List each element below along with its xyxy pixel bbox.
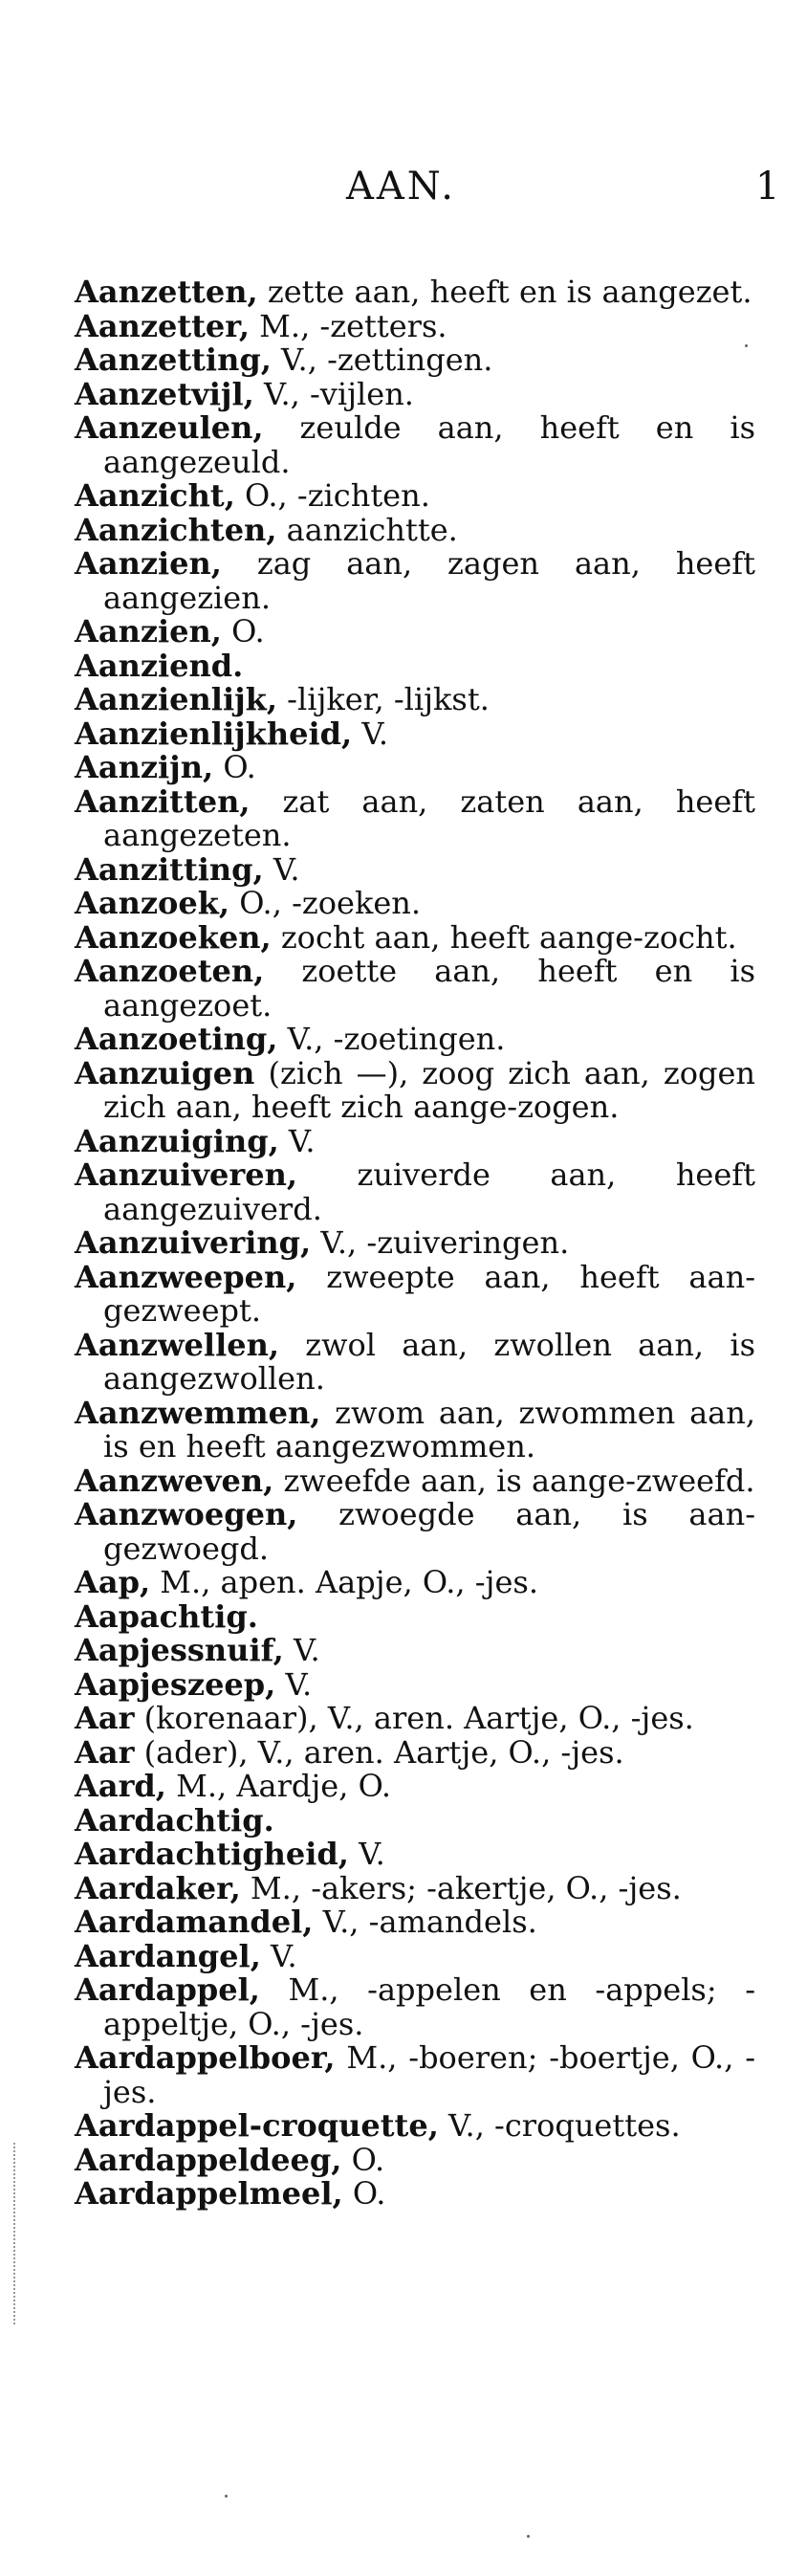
entry-headword: Aar <box>75 1700 135 1736</box>
entry-definition: O. <box>341 2141 385 2178</box>
dictionary-entry <box>75 1394 755 1464</box>
entry-definition: O. <box>213 749 256 785</box>
entry-headword: Aanzetting, <box>75 341 272 378</box>
entry-headword: Aanzicht, <box>75 477 235 514</box>
entry-definition: M., Aardje, O. <box>165 1768 392 1804</box>
entry-headword: Aanzwemmen, <box>75 1394 321 1431</box>
entry-headword: Aanzijn, <box>75 749 214 785</box>
dictionary-entry <box>75 1733 755 1771</box>
entry-definition: zat aan, zaten aan, heeft aangezeten. <box>103 782 755 853</box>
entry-headword: Aanzweepen, <box>75 1258 297 1295</box>
dictionary-entry <box>75 918 755 956</box>
dictionary-entry <box>75 1937 755 1974</box>
dictionary-entry <box>75 275 755 310</box>
entry-definition: zocht aan, heeft aange-zocht. <box>271 918 737 956</box>
entry-headword: Aanzwellen, <box>75 1326 279 1363</box>
entry-headword: Aanzien, <box>75 545 222 582</box>
entry-definition: M., -appelen en -appels; -appeltje, O., -jes. <box>103 1971 755 2042</box>
entry-definition: V., -amandels. <box>313 1904 537 1940</box>
entry-definition: M., -akers; -akertje, O., -jes. <box>240 1869 682 1906</box>
entry-definition: V., -croquettes. <box>438 2107 681 2144</box>
entry-headword: Aardappeldeeg, <box>75 2141 342 2178</box>
dictionary-entry <box>75 1702 755 1736</box>
entry-headword: Aardappelmeel, <box>75 2175 343 2212</box>
entry-headword: Aardachtig. <box>75 1801 274 1838</box>
entry-headword: Aardappel, <box>75 1971 260 2008</box>
entry-headword: Aanzichten, <box>75 511 277 548</box>
dictionary-entry <box>75 647 755 684</box>
dictionary-entry <box>75 1326 755 1397</box>
entry-headword: Aard, <box>75 1768 166 1804</box>
entry-definition: O., -zoeken. <box>229 885 422 921</box>
entry-definition: zwom aan, zwommen aan, is en heeft aangezwommen. <box>103 1394 755 1464</box>
dictionary-entry <box>75 1023 755 1057</box>
entry-definition: (zich —), zoog zich aan, zogen zich aan, heeft zich aange-zogen. <box>103 1054 755 1125</box>
entry-definition: aanzichtte. <box>276 511 458 548</box>
entry-definition: V., -zettingen. <box>271 341 493 378</box>
entry-definition: zweepte aan, heeft aan-gezweept. <box>103 1258 755 1329</box>
dictionary-entry <box>75 1464 755 1499</box>
entry-headword: Aapjeszeep, <box>75 1665 276 1703</box>
dictionary-entry <box>75 782 755 853</box>
page-header <box>0 165 785 222</box>
entry-headword: Aardamandel, <box>75 1904 314 1940</box>
entry-definition: V. <box>352 715 388 752</box>
dictionary-entry <box>75 1226 755 1261</box>
entry-definition: zweefde aan, is aange-zweefd. <box>273 1462 755 1499</box>
entry-definition: zoette aan, heeft en is aangezoet. <box>103 953 755 1024</box>
dictionary-entry <box>75 1905 755 1940</box>
dictionary-entry <box>75 511 755 548</box>
entry-definition: V. <box>260 1937 297 1974</box>
entry-headword: Aanzeulen, <box>75 409 264 446</box>
paper-speck <box>225 2495 228 2498</box>
dictionary-entry <box>75 1801 755 1838</box>
entry-headword: Aanzitting, <box>75 850 264 888</box>
entry-headword: Aanzuivering, <box>75 1224 312 1261</box>
dictionary-entry <box>75 717 755 752</box>
entry-definition: V. <box>348 1836 385 1872</box>
entry-definition: O. <box>342 2175 386 2212</box>
entry-headword: Aanzienlijkheid, <box>75 715 353 752</box>
entry-headword: Aardangel, <box>75 1937 261 1974</box>
dictionary-entry <box>75 375 755 412</box>
entry-headword: Aanzienlijk, <box>75 681 277 717</box>
dictionary-entry <box>75 1566 755 1600</box>
running-head: AAN. <box>346 165 456 209</box>
entry-headword: Aap, <box>75 1564 151 1600</box>
page-number: 1 <box>755 165 780 209</box>
dictionary-entry <box>75 2177 755 2212</box>
entry-definition: V. <box>263 850 300 888</box>
entry-headword: Aanziend. <box>75 647 244 684</box>
dictionary-entry <box>75 850 755 888</box>
dictionary-entry <box>75 1258 755 1329</box>
dictionary-entry <box>75 1869 755 1906</box>
entry-headword: Aanzuiging, <box>75 1122 279 1159</box>
dictionary-entry <box>75 1838 755 1872</box>
dictionary-entry <box>75 2141 755 2178</box>
entry-definition: V., -zuiveringen. <box>311 1224 570 1261</box>
paper-speck <box>527 2535 530 2538</box>
entry-headword: Aardachtigheid, <box>75 1836 349 1872</box>
entry-headword: Aar <box>75 1733 135 1771</box>
entry-headword: Aanzitten, <box>75 782 251 820</box>
dictionary-entry <box>75 1122 755 1159</box>
entry-headword: Aardappelboer, <box>75 2039 336 2076</box>
entry-definition: (korenaar), V., aren. Aartje, O., -jes. <box>134 1700 694 1736</box>
dictionary-entry <box>75 1770 755 1804</box>
margin-marks <box>13 2143 18 2324</box>
entry-headword: Aanzoeting, <box>75 1021 278 1057</box>
entry-headword: Aanzoek, <box>75 885 230 921</box>
dictionary-entry <box>75 343 755 378</box>
entry-headword: Aanzuigen <box>75 1054 255 1091</box>
entry-headword: Aanzweven, <box>75 1462 274 1499</box>
entry-definition: zette aan, heeft en is aangezet. <box>257 274 752 310</box>
dictionary-entry <box>75 1665 755 1703</box>
entry-definition: O., -zichten. <box>234 477 430 514</box>
entry-headword: Aanzien, <box>75 613 222 650</box>
entry-definition: (ader), V., aren. Aartje, O., -jes. <box>134 1733 624 1771</box>
dictionary-entry <box>75 1498 755 1566</box>
entry-definition: M., -zetters. <box>249 307 447 344</box>
entry-headword: Aardaker, <box>75 1869 241 1906</box>
entry-headword: Aanzetter, <box>75 307 250 344</box>
entry-list <box>75 275 755 2212</box>
entry-headword: Aanzoeten, <box>75 953 265 989</box>
entry-definition: V. <box>283 1632 320 1668</box>
entry-headword: Aanzuiveren, <box>75 1156 297 1193</box>
dictionary-entry <box>75 1158 755 1226</box>
entry-definition: zwol aan, zwollen aan, is aangezwollen. <box>103 1326 755 1397</box>
dictionary-entry <box>75 547 755 615</box>
dictionary-entry <box>75 1973 755 2041</box>
entry-headword: Aanzwoegen, <box>75 1496 298 1532</box>
entry-definition: zuiverde aan, heeft aangezuiverd. <box>103 1156 755 1227</box>
dictionary-entry <box>75 1634 755 1668</box>
entry-headword: Aanzoeken, <box>75 918 272 956</box>
entry-definition: V. <box>278 1122 316 1159</box>
paper-speck <box>745 344 748 347</box>
dictionary-entry <box>75 1054 755 1125</box>
dictionary-entry <box>75 683 755 717</box>
dictionary-entry <box>75 1597 755 1635</box>
dictionary-entry <box>75 307 755 344</box>
entry-definition: V., -zoetingen. <box>277 1021 506 1057</box>
entry-definition: zwoegde aan, is aan-gezwoegd. <box>103 1496 755 1567</box>
entry-headword: Aanzetten, <box>75 274 258 310</box>
entry-headword: Aapjessnuif, <box>75 1632 284 1668</box>
dictionary-entry <box>75 479 755 514</box>
entry-definition: zag aan, zagen aan, heeft aangezien. <box>103 545 755 616</box>
entry-definition: zeulde aan, heeft en is aangezeuld. <box>103 409 755 480</box>
dictionary-entry <box>75 2041 755 2109</box>
dictionary-entry <box>75 411 755 479</box>
dictionary-entry <box>75 955 755 1023</box>
dictionary-entry <box>75 615 755 650</box>
dictionary-entry <box>75 751 755 785</box>
entry-definition: M., -boeren; -boertje, O., -jes. <box>103 2039 755 2110</box>
entry-definition: -lijker, -lijkst. <box>276 681 490 717</box>
entry-definition: M., apen. Aapje, O., -jes. <box>150 1564 538 1600</box>
entry-headword: Aapachtig. <box>75 1597 258 1635</box>
entry-definition: O. <box>221 613 265 650</box>
entry-definition: V. <box>275 1665 313 1703</box>
entry-definition: V., -vijlen. <box>253 375 414 412</box>
entry-headword: Aardappel-croquette, <box>75 2107 439 2144</box>
dictionary-entry <box>75 2109 755 2144</box>
dictionary-entry <box>75 887 755 921</box>
entry-headword: Aanzetvijl, <box>75 375 254 412</box>
